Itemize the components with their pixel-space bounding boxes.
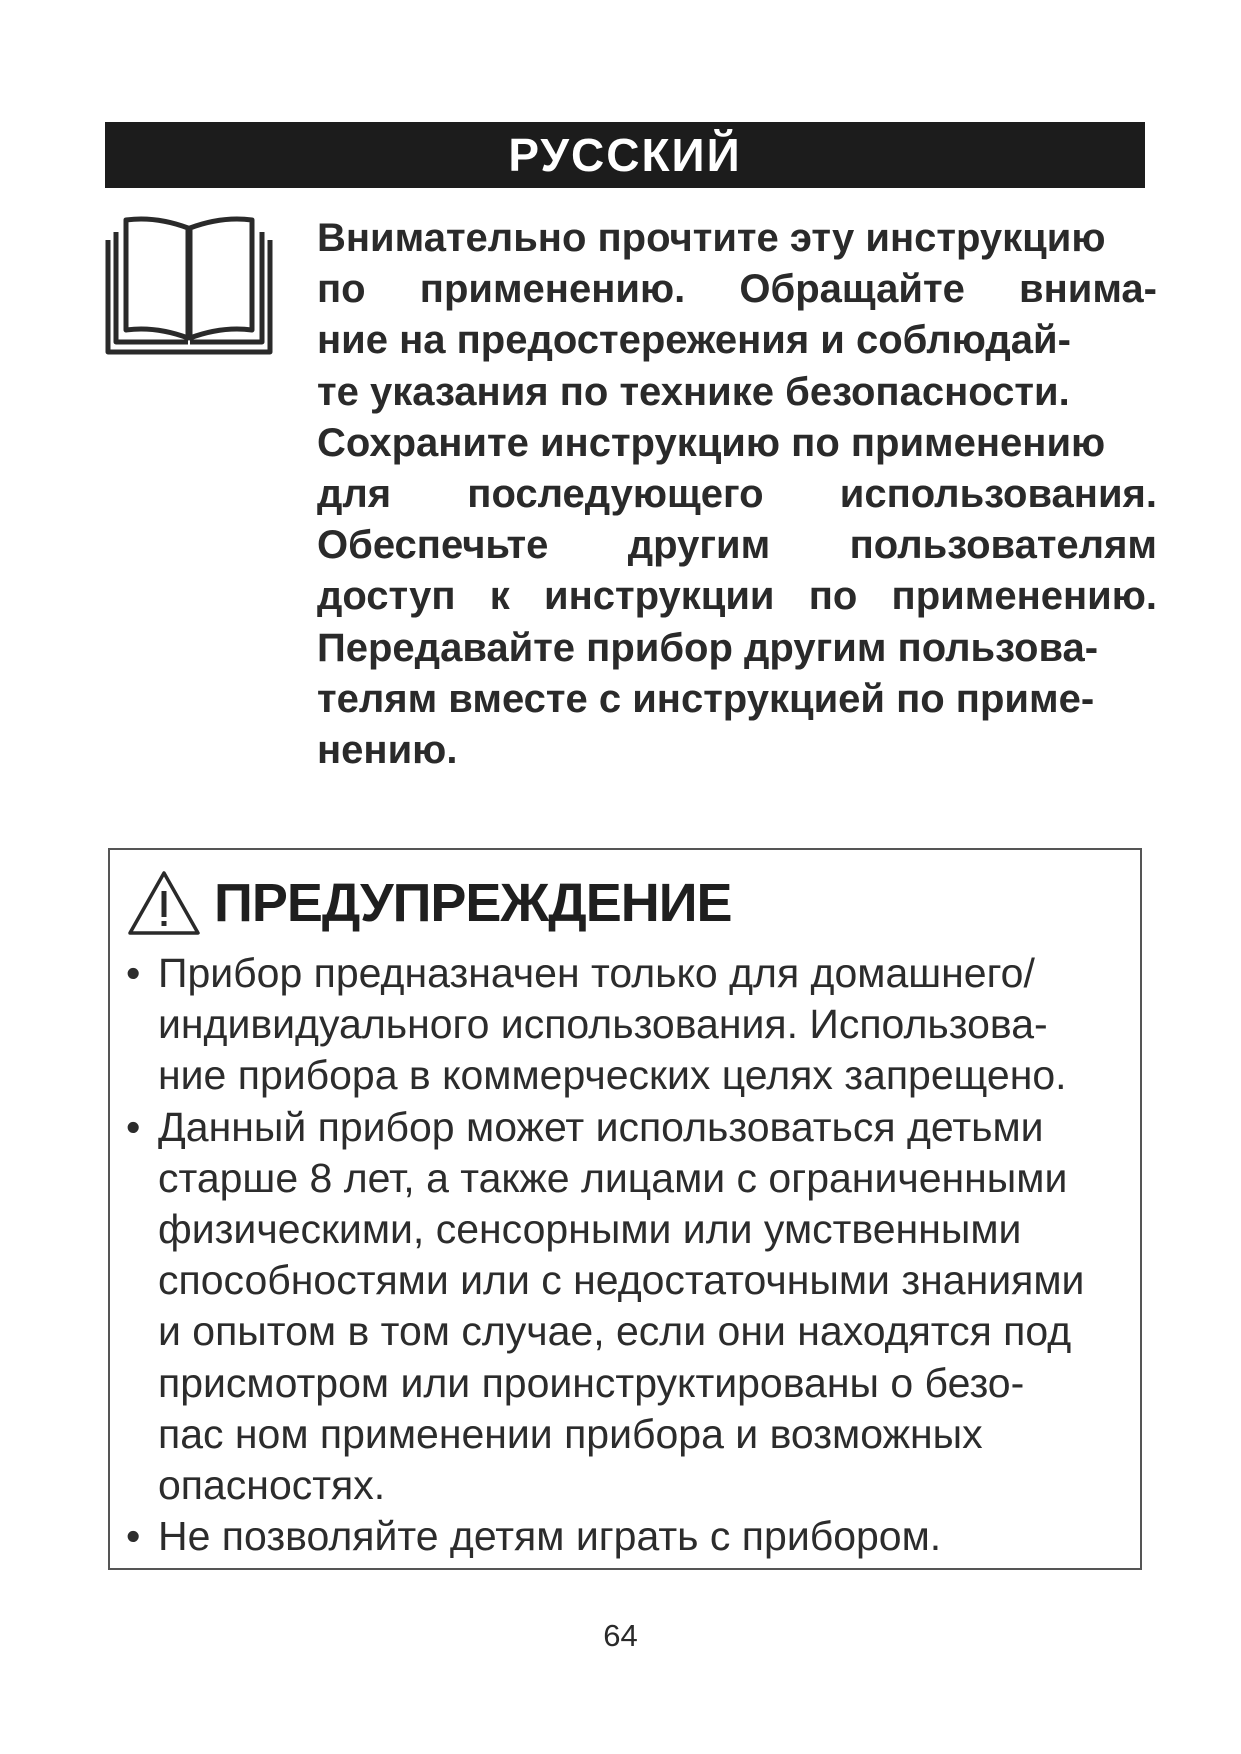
language-header: РУССКИЙ xyxy=(105,122,1145,188)
list-item xyxy=(126,1511,1126,1562)
warning-triangle-icon xyxy=(126,869,202,937)
intro-line: Внимательно прочтите эту инструкцию xyxy=(317,216,1106,260)
warning-heading xyxy=(126,868,732,938)
intro-line: Сохраните инструкцию по применению xyxy=(317,420,1106,465)
intro-line: по применению. Обращайте внима- xyxy=(317,267,1157,312)
bullet: • xyxy=(126,950,141,996)
page-number: 64 xyxy=(603,1618,638,1653)
bullet: • xyxy=(126,1513,141,1560)
list-item-line: опасностях. xyxy=(158,1461,386,1508)
intro-line: нению. xyxy=(317,727,458,772)
list-item-line: Данный прибор может использоваться детьми xyxy=(158,1103,1044,1150)
open-book-icon xyxy=(104,210,274,360)
warning-list xyxy=(126,948,1126,1562)
list-item-line: старше 8 лет, а также лицами с ограниченными xyxy=(158,1154,1068,1201)
list-item-line: Не позволяйте детям играть с прибором. xyxy=(158,1513,942,1560)
intro-line: Передавайте прибор другим пользова- xyxy=(317,625,1099,670)
intro-line: доступ к инструкции по применению. xyxy=(317,574,1157,619)
list-item-line: Прибор предназначен только для домашнего/ xyxy=(158,950,1035,996)
bullet: • xyxy=(126,1103,141,1150)
warning-title: ПРЕДУПРЕЖДЕНИЕ xyxy=(214,873,732,933)
intro-line: для последующего использования. xyxy=(317,471,1157,516)
intro-paragraph xyxy=(317,213,1157,776)
warning-box xyxy=(108,848,1142,1570)
list-item-line: пас ном применении прибора и возможных xyxy=(158,1410,983,1457)
intro-line: ние на предостережения и соблюдай- xyxy=(317,318,1071,363)
list-item-line: физическими, сенсорными или умственными xyxy=(158,1205,1022,1252)
list-item-line: ние прибора в коммерческих целях запрещено. xyxy=(158,1052,1067,1099)
list-item-line: и опытом в том случае, если они находятся под xyxy=(158,1308,1072,1355)
list-item xyxy=(126,948,1126,1102)
intro-line: те указания по технике безопасности. xyxy=(317,369,1070,414)
intro-line: телям вместе с инструкцией по приме- xyxy=(317,676,1095,721)
list-item-line: способностями или с недостаточными знаниями xyxy=(158,1257,1085,1304)
list-item-line: индивидуального использования. Использова- xyxy=(158,1001,1048,1048)
list-item xyxy=(126,1102,1126,1512)
list-item-line: присмотром или проинструктированы о безо- xyxy=(158,1359,1025,1406)
intro-line: Обеспечьте другим пользователям xyxy=(317,523,1157,568)
